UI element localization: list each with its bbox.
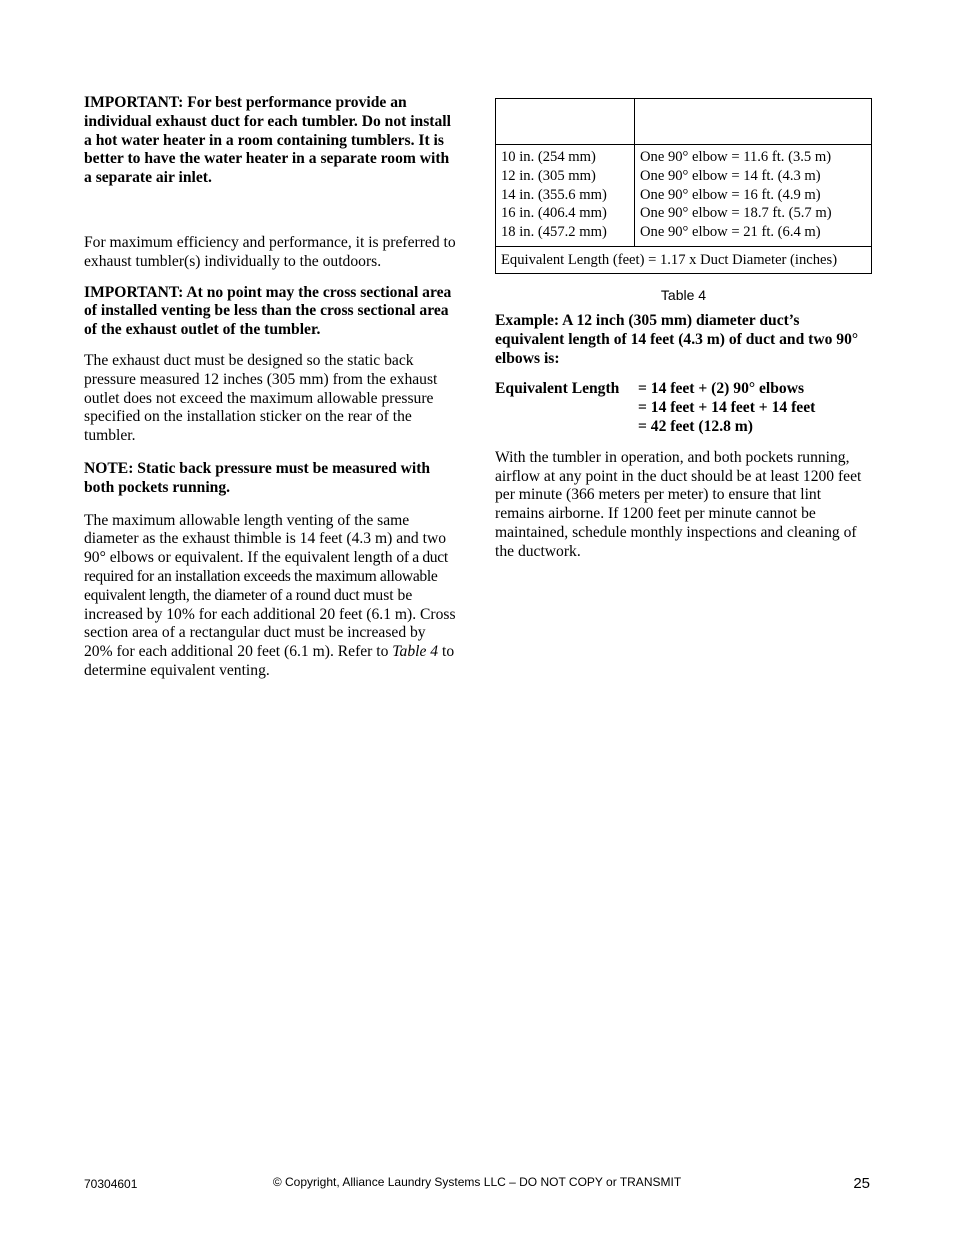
venting-length-paragraph xyxy=(84,512,456,681)
equation-line: = 42 feet (12.8 m) xyxy=(638,417,753,435)
table-row xyxy=(496,145,872,247)
table-reference: Table 4 xyxy=(392,643,439,661)
important-exhaust-note: IMPORTANT: For best performance provide an individual exhaust duct for each tumbler. Do not install a hot water heater in a room containing tumblers. It is better to have the water heater in a separate room with a separate air inlet. xyxy=(84,94,451,187)
efficiency-paragraph: For maximum efficiency and performance, it is preferred to exhaust tumbler(s) individually to the outdoors. xyxy=(84,233,456,270)
page-number: 25 xyxy=(853,1175,870,1192)
equation-line: = 14 feet + (2) 90° elbows xyxy=(638,380,805,398)
diameter-value: 10 in. (254 mm) xyxy=(501,149,596,165)
important-cross-section-note: IMPORTANT: At no point may the cross sectional area of installed venting be less than the cross sectional area of the exhaust outlet of the tumbler. xyxy=(84,283,452,339)
copyright-notice: © Copyright, Alliance Laundry Systems LLC – DO NOT COPY or TRANSMIT xyxy=(272,1175,682,1189)
table-formula-row xyxy=(496,246,872,273)
diameter-value: 12 in. (305 mm) xyxy=(501,167,596,184)
elbow-cell xyxy=(635,145,872,247)
table-header-cell-diameter xyxy=(496,99,635,145)
diameter-value: 14 in. (355.6 mm) xyxy=(501,186,607,203)
formula-cell: Equivalent Length (feet) = 1.17 x Duct Diameter (inches) xyxy=(496,246,872,273)
diameter-value: 18 in. (457.2 mm) xyxy=(501,224,607,241)
venting-text-end: to determine equivalent venting. xyxy=(84,643,455,679)
venting-text-condensed: of a duct required for an installation exceeds the maximum allowable equivalent length, the diameter of a round duct xyxy=(84,549,448,604)
elbow-value: One 90° elbow = 14 ft. (4.3 m) xyxy=(640,167,821,184)
elbow-value: One 90° elbow = 21 ft. (6.4 m) xyxy=(640,224,821,241)
venting-text-tail: must be increased by 10% for each additional 20 feet (6.1 m). Cross section area of a rectangular duct must be increased by 20% for each additional 20 feet (6.1 m). Refer to xyxy=(84,586,456,661)
elbow-value: One 90° elbow = 16 ft. (4.9 m) xyxy=(640,186,821,203)
left-column xyxy=(84,94,456,681)
table-caption: Table 4 xyxy=(660,286,707,303)
table-header-cell-elbow xyxy=(635,99,872,145)
equivalent-length-table xyxy=(495,98,872,274)
static-pressure-paragraph: The exhaust duct must be designed so the static back pressure measured 12 inches (305 mm) from the exhaust outlet does not exceed the maximum allowable pressure specified on the installation sticker on the rear of the tumbler. xyxy=(84,351,438,445)
example-paragraph: Example: A 12 inch (305 mm) diameter duct’s equivalent length of 14 feet (4.3 m) of duct and two 90° elbows is: xyxy=(495,311,859,367)
table-header-row xyxy=(496,99,872,145)
equation-line: = 14 feet + 14 feet + 14 feet xyxy=(638,399,816,417)
diameter-value: 16 in. (406.4 mm) xyxy=(501,205,607,222)
venting-text-lead: The maximum allowable length venting of the same diameter as the exhaust thimble is 14 feet (4.3 m) and two 90° elbows or equivalent. If the equivalent length xyxy=(84,511,447,567)
airflow-paragraph: With the tumbler in operation, and both pockets running, airflow at any point in the duct should be at least 1200 feet per minute (366 meters per meter) to ensure that lint remains airborne. If 1200 feet per minute cannot be maintained, schedule monthly inspections and cleaning of the ductwork. xyxy=(495,448,862,560)
static-pressure-note: NOTE: Static back pressure must be measured with both pockets running. xyxy=(84,459,431,496)
diameter-cell xyxy=(496,145,635,247)
elbow-value: One 90° elbow = 11.6 ft. (3.5 m) xyxy=(640,149,832,165)
elbow-value: One 90° elbow = 18.7 ft. (5.7 m) xyxy=(640,205,832,222)
document-number: 70304601 xyxy=(84,1177,138,1191)
equivalent-length-calculation xyxy=(495,380,872,436)
right-column xyxy=(495,98,872,562)
equation-label: Equivalent Length xyxy=(495,380,620,398)
